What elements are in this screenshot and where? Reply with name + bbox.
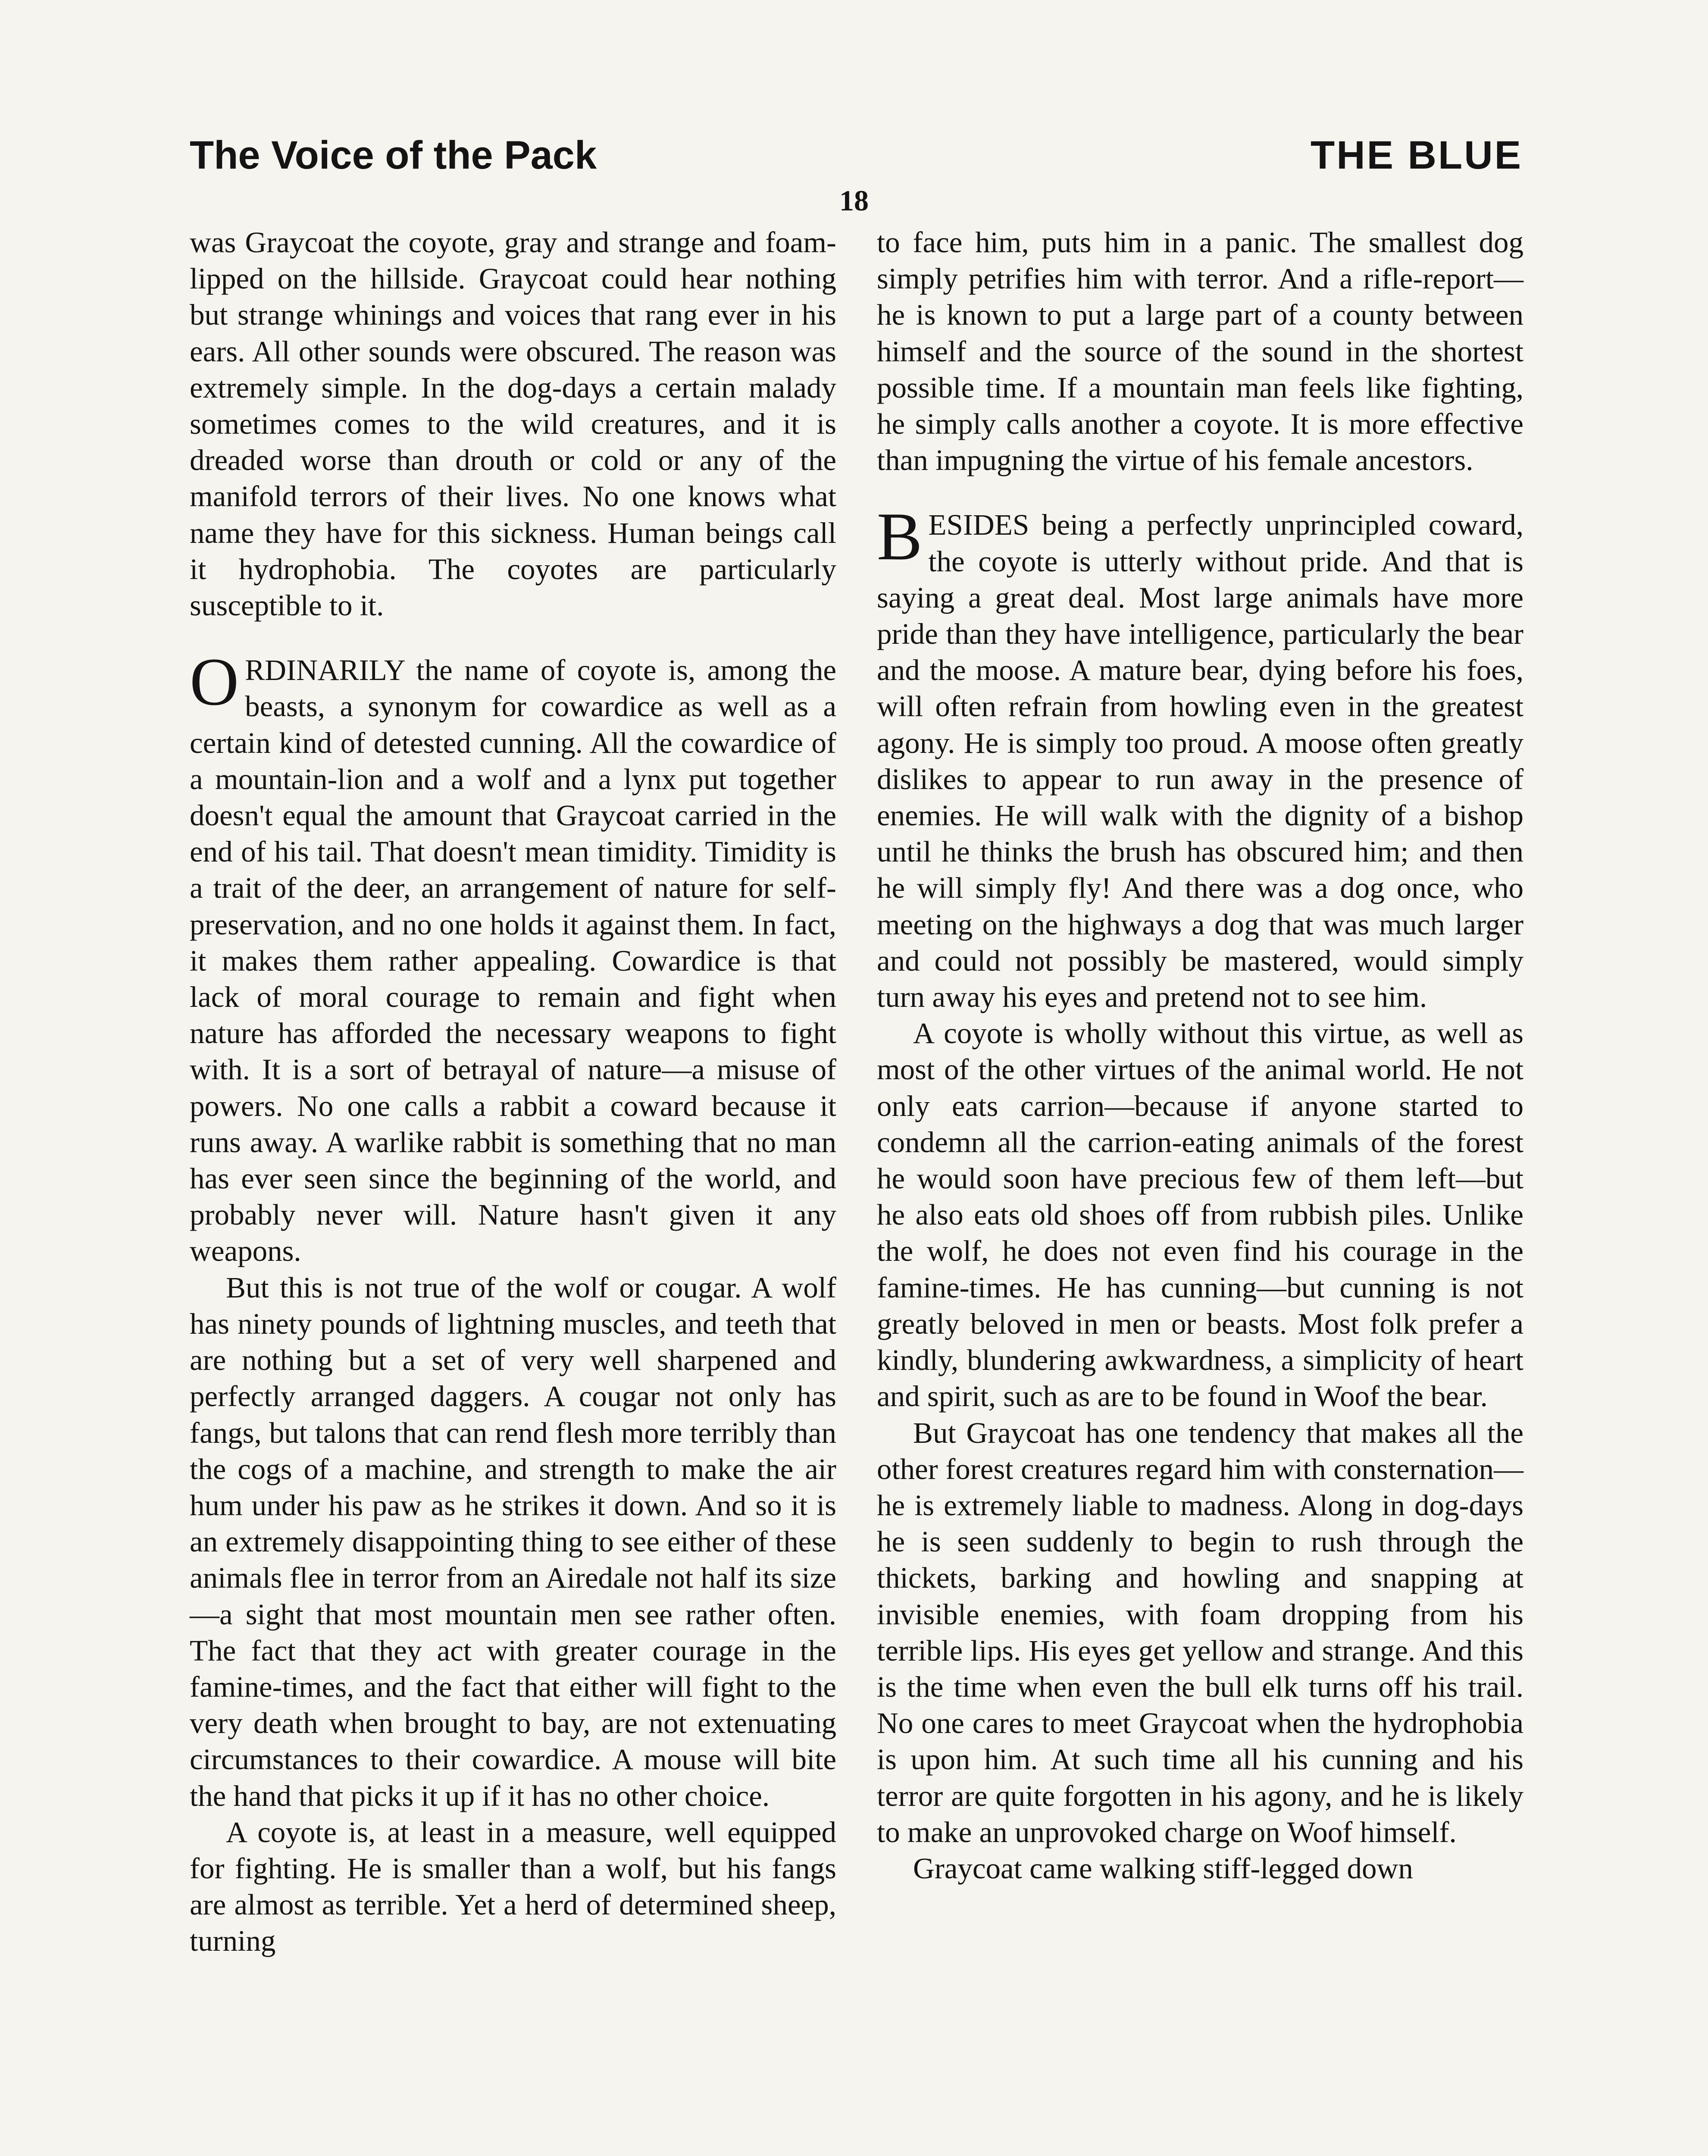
paragraph: A coyote is wholly without this virtue, as well as most of the other virtues of the animal world. He not only eats carrion—because if anyone started to condemn all the carrion-eating animals of the forest he would soon have precious few of them left—but he also eats old shoes off from rubbish piles. Unlike the wolf, he does not even find his courage in the famine-times. He has cunning—but cunning is not greatly beloved in men or beasts. Most folk prefer a kindly, blundering awkwardness, a simplicity of heart and spirit, such as are to be found in Woof the bear. [877,1017,1523,1413]
paragraph: to face him, puts him in a panic. The smallest dog simply petrifies him with terror. And a rifle-report—he is known to put a large part of a county between himself and the source of the sound in the shortest possible time. If a mountain man feels like fighting, he simply calls another a coyote. It is more effective than impugning the virtue of his female ancestors. [877,226,1523,477]
paragraph: Graycoat came walking stiff-legged down [913,1852,1413,1885]
section-paragraph [877,499,1523,1015]
paragraph: was Graycoat the coyote, gray and strange and foam-lipped on the hillside. Graycoat could hear nothing but strange whinings and voices that rang ever in his ears. All other sounds were obscured. The reason was extremely simple. In the dog-days a certain malady sometimes comes to the wild creatures, and it is dreaded worse than drouth or cold or any of the manifold terrors of their lives. No one knows what name they have for this sickness. Human beings call it hydrophobia. The coyotes are particularly susceptible to it. [190,226,836,622]
paragraph: A coyote is, at least in a measure, well equipped for fighting. He is smaller than a wolf, but his fangs are almost as terrible. Yet a herd of determined sheep, turning [190,1815,836,1958]
drop-cap: O [190,644,239,720]
paragraph: But Graycoat has one tendency that makes all the other forest creatures regard him with consternation—he is extremely liable to madness. Along in dog-days he is seen suddenly to begin to rush through the thickets, barking and howling and snapping at invisible enemies, with foam dropping from his terrible lips. His eyes get yellow and strange. And this is the time when even the bull elk turns off his trail. No one cares to meet Graycoat when the hydrophobia is upon him. At such time all his cunning and his terror are quite forgotten in his agony, and he is likely to make an unprovoked charge on Woof himself. [877,1416,1523,1849]
right-column [877,224,1523,1887]
drop-cap: B [877,499,923,575]
left-column [190,224,836,1959]
paragraph-text: RDINARILY the name of coyote is, among the beasts, a synonym for cowardice as well as a certain kind of detested cunning. All the cowardice of a mountain-lion and a wolf and a lynx put together doesn't equal the amount that Graycoat carried in the end of his tail. That doesn't mean timidity. Timidity is a trait of the deer, an arrangement of nature for self-preservation, and no one holds it against them. In fact, it makes them rather appealing. Cowardice is that lack of moral courage to remain and fight when nature has afforded the necessary weapons to fight with. It is a sort of betrayal of nature—a misuse of powers. No one calls a rabbit a coward because it runs away. A warlike rabbit is something that no man has ever seen since the beginning of the world, and probably never will. Nature hasn't given it any weapons. [190,654,836,1268]
paragraph: But this is not true of the wolf or cougar. A wolf has ninety pounds of lightning muscles, and teeth that are nothing but a set of very well sharpened and perfectly arranged daggers. A cougar not only has fangs, but talons that can rend flesh more terribly than the cogs of a machine, and strength to make the air hum under his paw as he strikes it down. And so it is an extremely disappointing thing to see either of these animals flee in terror from an Airedale not half its size—a sight that most mountain men see rather often. The fact that they act with greater courage in the famine-times, and the fact that either will fight to the very death when brought to bay, are not extenuating circumstances to their cowardice. A mouse will bite the hand that picks it up if it has no other choice. [190,1271,836,1812]
story-title: The Voice of the Pack [190,133,597,177]
page-number: 18 [839,184,869,217]
magazine-name: THE BLUE [1311,133,1523,177]
section-paragraph [190,644,836,1269]
paragraph-text: ESIDES being a perfectly unprincipled coward, the coyote is utterly without pride. And that is saying a great deal. Most large animals have more pride than they have intelligence, particularly the bear and the moose. A mature bear, dying before his foes, will often refrain from howling even in the greatest agony. He is simply too proud. A moose often greatly dislikes to appear to run away in the presence of enemies. He will walk with the dignity of a bishop until he thinks the brush has obscured him; and then he will simply fly! And there was a dog once, who meeting on the highways a dog that was much larger and could not possibly be mastered, would simply turn away his eyes and pretend not to see him. [877,508,1523,1014]
